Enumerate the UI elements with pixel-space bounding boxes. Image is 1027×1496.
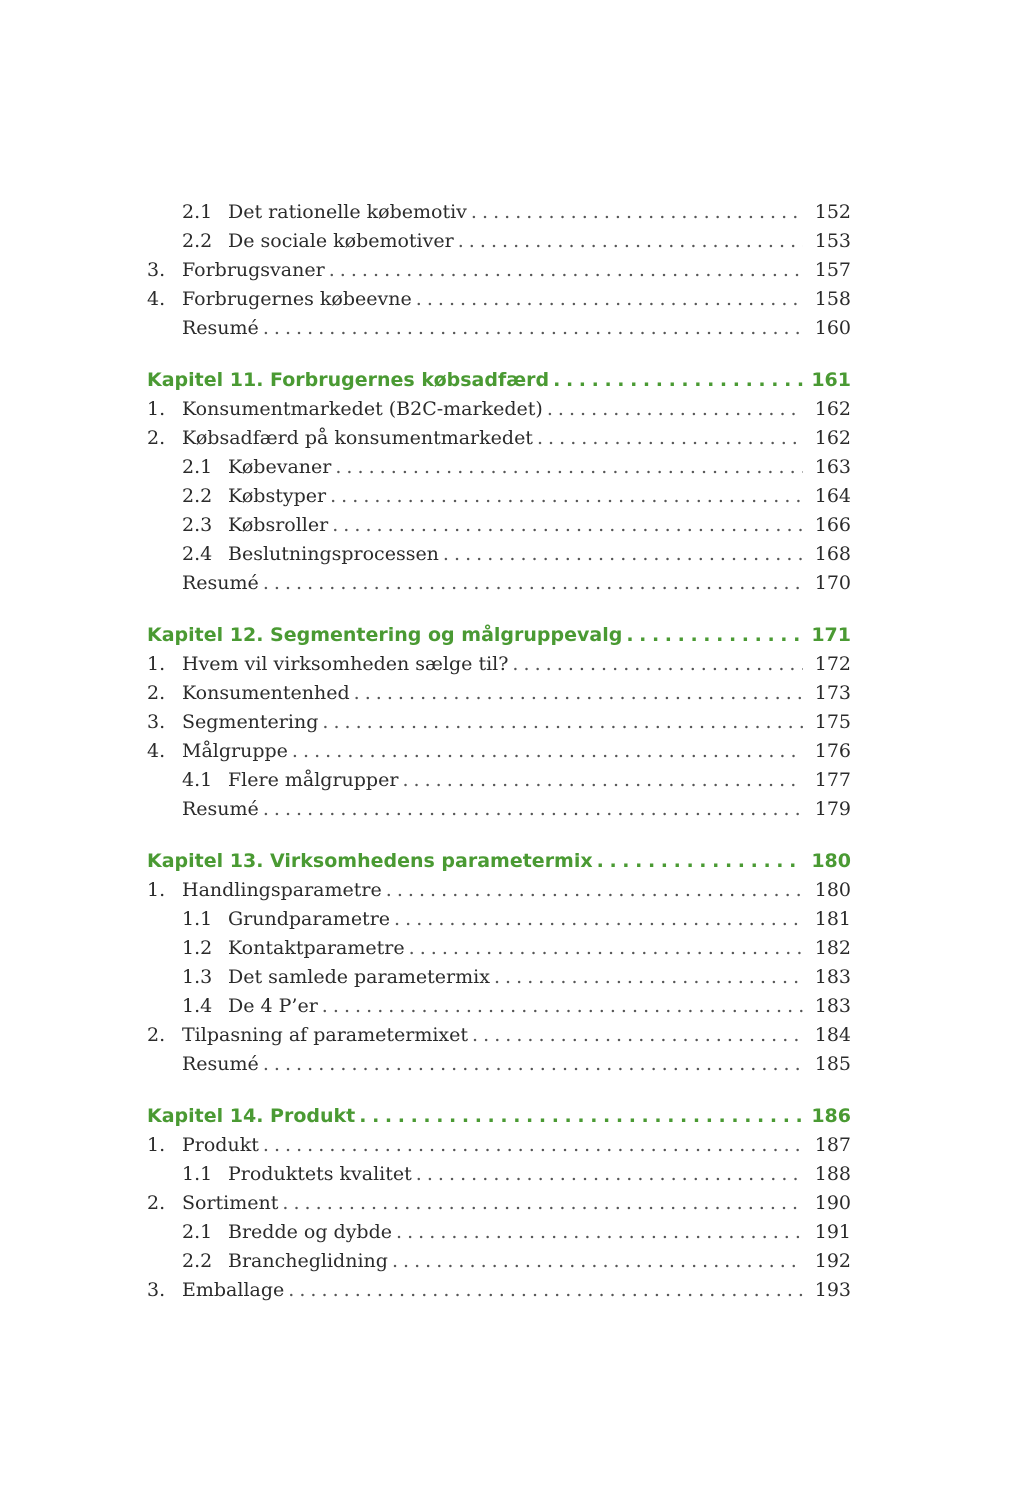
toc-entry-title: Resumé bbox=[182, 798, 259, 820]
toc-page-number: 160 bbox=[814, 317, 851, 339]
toc-entry-number: 4.1 bbox=[182, 769, 213, 791]
toc-subsection-entry bbox=[147, 511, 851, 540]
toc-entry-number: 2.1 bbox=[182, 201, 213, 223]
toc-entry-number: 1.1 bbox=[182, 908, 213, 930]
toc-section-entry bbox=[147, 650, 851, 679]
dot-leader bbox=[512, 650, 803, 679]
toc-entry-title: Tilpasning af parametermixet bbox=[182, 1024, 469, 1046]
toc-page-number: 180 bbox=[811, 850, 851, 872]
toc-section-entry bbox=[147, 876, 851, 905]
toc-page-number: 152 bbox=[814, 201, 851, 223]
toc-entry-number: 1.3 bbox=[182, 966, 213, 988]
dot-leader bbox=[553, 366, 803, 395]
toc-entry-title: Kapitel 12. Segmentering og målgruppevalg bbox=[147, 624, 623, 646]
toc-entry-number: 1. bbox=[147, 398, 166, 420]
toc-page-number: 166 bbox=[814, 514, 851, 536]
dot-leader bbox=[263, 1131, 803, 1160]
toc-entry-title: Kontaktparametre bbox=[228, 937, 405, 959]
dot-leader bbox=[288, 1276, 803, 1305]
dot-leader bbox=[416, 285, 803, 314]
dot-leader bbox=[386, 876, 803, 905]
toc-entry-number: 2.1 bbox=[182, 456, 213, 478]
toc-entry-title: Kapitel 11. Forbrugernes købsadfærd bbox=[147, 369, 550, 391]
toc-section-entry bbox=[147, 1131, 851, 1160]
dot-leader bbox=[458, 227, 803, 256]
toc-subsection-entry bbox=[147, 766, 851, 795]
toc-page-number: 177 bbox=[814, 769, 851, 791]
dot-leader bbox=[472, 1021, 803, 1050]
toc-page-number: 191 bbox=[814, 1221, 851, 1243]
toc-entry-number: 3. bbox=[147, 711, 166, 733]
table-of-contents bbox=[147, 198, 851, 1305]
toc-entry-title: Resumé bbox=[182, 317, 259, 339]
toc-entry-number: 1.4 bbox=[182, 995, 213, 1017]
toc-entry-title: Flere målgrupper bbox=[228, 769, 399, 791]
toc-page-number: 157 bbox=[814, 259, 851, 281]
toc-page-number: 180 bbox=[814, 879, 851, 901]
toc-page-number: 162 bbox=[814, 398, 851, 420]
toc-page-number: 185 bbox=[814, 1053, 851, 1075]
toc-entry-number: 2. bbox=[147, 682, 166, 704]
toc-entry-title: Forbrugsvaner bbox=[182, 259, 325, 281]
toc-entry-title: Beslutningsprocessen bbox=[228, 543, 439, 565]
toc-page-number: 193 bbox=[814, 1279, 851, 1301]
toc-section-entry bbox=[147, 1276, 851, 1305]
toc-section-entry bbox=[147, 679, 851, 708]
toc-entry-title: Købstyper bbox=[228, 485, 327, 507]
dot-leader bbox=[263, 314, 803, 343]
toc-entry-number: 2.4 bbox=[182, 543, 213, 565]
dot-leader bbox=[416, 1160, 803, 1189]
dot-leader bbox=[332, 511, 803, 540]
toc-entry-title: Resumé bbox=[182, 572, 259, 594]
dot-leader bbox=[359, 1102, 803, 1131]
toc-page-number: 153 bbox=[814, 230, 851, 252]
dot-leader bbox=[322, 992, 803, 1021]
toc-entry-title: Købsroller bbox=[228, 514, 329, 536]
toc-subsection-entry bbox=[147, 227, 851, 256]
toc-subsection-entry bbox=[147, 453, 851, 482]
toc-page-number: 164 bbox=[814, 485, 851, 507]
toc-page-number: 184 bbox=[814, 1024, 851, 1046]
toc-entry-number: 2.3 bbox=[182, 514, 213, 536]
toc-entry-number: 2.2 bbox=[182, 485, 213, 507]
toc-entry-title: Grundparametre bbox=[228, 908, 391, 930]
toc-page-number: 175 bbox=[814, 711, 851, 733]
toc-section-entry bbox=[147, 1021, 851, 1050]
dot-leader bbox=[394, 905, 803, 934]
toc-subsection-entry bbox=[147, 1247, 851, 1276]
toc-entry-title: Bredde og dybde bbox=[228, 1221, 393, 1243]
toc-page-number: 182 bbox=[814, 937, 851, 959]
toc-section-entry bbox=[147, 1189, 851, 1218]
dot-leader bbox=[282, 1189, 803, 1218]
toc-page-number: 161 bbox=[811, 369, 851, 391]
toc-page-number: 192 bbox=[814, 1250, 851, 1272]
toc-resume-entry bbox=[147, 1050, 851, 1079]
toc-resume-entry bbox=[147, 569, 851, 598]
toc-chapter-heading bbox=[147, 621, 851, 650]
dot-leader bbox=[330, 482, 803, 511]
dot-leader bbox=[263, 1050, 803, 1079]
toc-page-number: 170 bbox=[814, 572, 851, 594]
toc-subsection-entry bbox=[147, 198, 851, 227]
toc-entry-title: Forbrugernes købeevne bbox=[182, 288, 412, 310]
toc-entry-title: Resumé bbox=[182, 1053, 259, 1075]
toc-page-number: 172 bbox=[814, 653, 851, 675]
dot-leader bbox=[537, 424, 803, 453]
dot-leader bbox=[597, 847, 803, 876]
dot-leader bbox=[402, 766, 803, 795]
toc-entry-title: Kapitel 14. Produkt bbox=[147, 1105, 356, 1127]
toc-subsection-entry bbox=[147, 905, 851, 934]
dot-leader bbox=[494, 963, 803, 992]
dot-leader bbox=[471, 198, 803, 227]
toc-entry-number: 2.1 bbox=[182, 1221, 213, 1243]
toc-page-number: 168 bbox=[814, 543, 851, 565]
toc-page-number: 163 bbox=[814, 456, 851, 478]
toc-entry-title: De 4 P’er bbox=[228, 995, 318, 1017]
toc-section-entry bbox=[147, 285, 851, 314]
toc-page-number: 179 bbox=[814, 798, 851, 820]
toc-entry-number: 1. bbox=[147, 653, 166, 675]
toc-entry-title: Produkt bbox=[182, 1134, 259, 1156]
dot-leader bbox=[626, 621, 803, 650]
toc-page-number: 173 bbox=[814, 682, 851, 704]
toc-entry-title: Det samlede parametermix bbox=[228, 966, 490, 988]
toc-subsection-entry bbox=[147, 934, 851, 963]
toc-entry-title: Sortiment bbox=[182, 1192, 279, 1214]
toc-entry-title: Det rationelle købemotiv bbox=[228, 201, 467, 223]
dot-leader bbox=[443, 540, 803, 569]
dot-leader bbox=[329, 256, 803, 285]
toc-section-entry bbox=[147, 395, 851, 424]
toc-entry-title: Købevaner bbox=[228, 456, 332, 478]
dot-leader bbox=[396, 1218, 803, 1247]
toc-subsection-entry bbox=[147, 1160, 851, 1189]
toc-entry-number: 2. bbox=[147, 1192, 166, 1214]
toc-resume-entry bbox=[147, 314, 851, 343]
toc-entry-title: Brancheglidning bbox=[228, 1250, 388, 1272]
toc-section-entry bbox=[147, 737, 851, 766]
dot-leader bbox=[322, 708, 803, 737]
toc-page-number: 158 bbox=[814, 288, 851, 310]
dot-leader bbox=[392, 1247, 803, 1276]
toc-entry-title: Købsadfærd på konsumentmarkedet bbox=[182, 427, 533, 449]
dot-leader bbox=[547, 395, 803, 424]
toc-entry-number: 3. bbox=[147, 1279, 166, 1301]
toc-entry-title: Målgruppe bbox=[182, 740, 288, 762]
toc-entry-title: Kapitel 13. Virksomhedens parametermix bbox=[147, 850, 593, 872]
toc-subsection-entry bbox=[147, 482, 851, 511]
toc-resume-entry bbox=[147, 795, 851, 824]
toc-entry-number: 2. bbox=[147, 427, 166, 449]
dot-leader bbox=[263, 795, 803, 824]
dot-leader bbox=[335, 453, 803, 482]
dot-leader bbox=[263, 569, 803, 598]
toc-page-number: 162 bbox=[814, 427, 851, 449]
toc-page-number: 171 bbox=[811, 624, 851, 646]
toc-section-entry bbox=[147, 256, 851, 285]
toc-entry-number: 4. bbox=[147, 288, 166, 310]
toc-entry-number: 1. bbox=[147, 1134, 166, 1156]
toc-chapter-heading bbox=[147, 847, 851, 876]
toc-subsection-entry bbox=[147, 992, 851, 1021]
toc-entry-number: 4. bbox=[147, 740, 166, 762]
dot-leader bbox=[409, 934, 803, 963]
toc-section-entry bbox=[147, 424, 851, 453]
toc-entry-number: 1. bbox=[147, 879, 166, 901]
toc-entry-title: Handlingsparametre bbox=[182, 879, 382, 901]
toc-page-number: 183 bbox=[814, 995, 851, 1017]
toc-subsection-entry bbox=[147, 1218, 851, 1247]
toc-page-number: 176 bbox=[814, 740, 851, 762]
toc-chapter-heading bbox=[147, 1102, 851, 1131]
toc-entry-title: Emballage bbox=[182, 1279, 285, 1301]
toc-entry-number: 1.1 bbox=[182, 1163, 213, 1185]
toc-entry-number: 3. bbox=[147, 259, 166, 281]
toc-page-number: 187 bbox=[814, 1134, 851, 1156]
toc-entry-title: Segmentering bbox=[182, 711, 319, 733]
toc-subsection-entry bbox=[147, 540, 851, 569]
toc-entry-title: Konsumentmarkedet (B2C-markedet) bbox=[182, 398, 543, 420]
toc-section-entry bbox=[147, 708, 851, 737]
toc-entry-number: 2. bbox=[147, 1024, 166, 1046]
toc-entry-number: 2.2 bbox=[182, 1250, 213, 1272]
toc-page-number: 181 bbox=[814, 908, 851, 930]
toc-entry-number: 2.2 bbox=[182, 230, 213, 252]
toc-chapter-heading bbox=[147, 366, 851, 395]
dot-leader bbox=[354, 679, 803, 708]
toc-entry-number: 1.2 bbox=[182, 937, 213, 959]
dot-leader bbox=[292, 737, 803, 766]
toc-entry-title: Konsumentenhed bbox=[182, 682, 350, 704]
toc-entry-title: Hvem vil virksomheden sælge til? bbox=[182, 653, 509, 675]
toc-page-number: 183 bbox=[814, 966, 851, 988]
toc-page-number: 188 bbox=[814, 1163, 851, 1185]
toc-entry-title: De sociale købemotiver bbox=[228, 230, 454, 252]
toc-entry-title: Produktets kvalitet bbox=[228, 1163, 412, 1185]
toc-page-number: 190 bbox=[814, 1192, 851, 1214]
toc-subsection-entry bbox=[147, 963, 851, 992]
toc-page-number: 186 bbox=[811, 1105, 851, 1127]
